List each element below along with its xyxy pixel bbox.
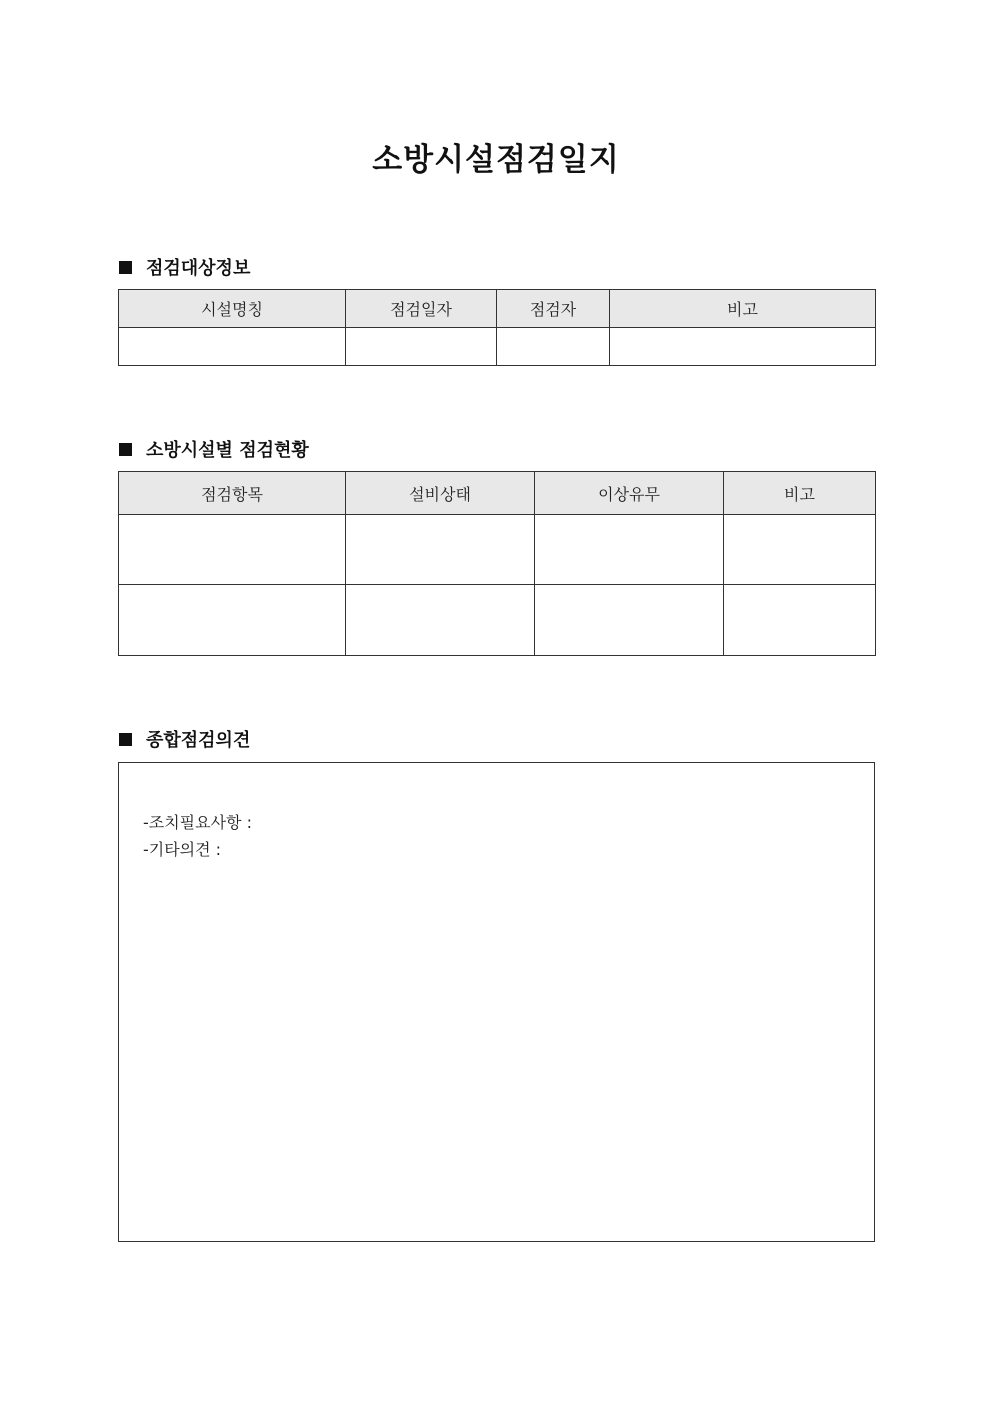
equipment-status-cell[interactable]	[346, 515, 535, 585]
column-header: 점검항목	[119, 472, 346, 515]
document-title: 소방시설점검일지	[372, 142, 620, 178]
column-header: 비고	[724, 472, 876, 515]
section-heading-label: 종합점검의견	[146, 730, 251, 751]
action-required-line: -조치필요사항 :	[143, 813, 252, 832]
target-info-table	[118, 289, 876, 366]
remarks-cell[interactable]	[610, 328, 876, 366]
section-heading-target-info	[119, 254, 250, 280]
table-row	[119, 328, 876, 366]
other-opinion-line: -기타의견 :	[143, 840, 222, 859]
table-header-row	[119, 472, 876, 515]
section-heading-label: 소방시설별 점검현황	[146, 440, 309, 461]
inspector-cell[interactable]	[497, 328, 610, 366]
column-header: 점검일자	[346, 290, 497, 328]
remarks-cell[interactable]	[724, 515, 876, 585]
square-bullet-icon	[119, 443, 132, 456]
section-heading-inspection-status	[119, 436, 309, 462]
abnormality-cell[interactable]	[535, 515, 724, 585]
table-header-row	[119, 290, 876, 328]
column-header: 점검자	[497, 290, 610, 328]
table-row	[119, 515, 876, 585]
inspection-item-cell[interactable]	[119, 585, 346, 656]
column-header: 설비상태	[346, 472, 535, 515]
column-header: 비고	[610, 290, 876, 328]
facility-name-cell[interactable]	[119, 328, 346, 366]
inspection-status-table	[118, 471, 876, 656]
column-header: 시설명칭	[119, 290, 346, 328]
square-bullet-icon	[119, 733, 132, 746]
remarks-cell[interactable]	[724, 585, 876, 656]
abnormality-cell[interactable]	[535, 585, 724, 656]
overall-opinion-box[interactable]	[118, 762, 875, 1242]
section-heading-label: 점검대상정보	[146, 258, 251, 279]
inspection-date-cell[interactable]	[346, 328, 497, 366]
square-bullet-icon	[119, 261, 132, 274]
inspection-item-cell[interactable]	[119, 515, 346, 585]
table-row	[119, 585, 876, 656]
equipment-status-cell[interactable]	[346, 585, 535, 656]
section-heading-overall-opinion	[119, 726, 250, 752]
column-header: 이상유무	[535, 472, 724, 515]
